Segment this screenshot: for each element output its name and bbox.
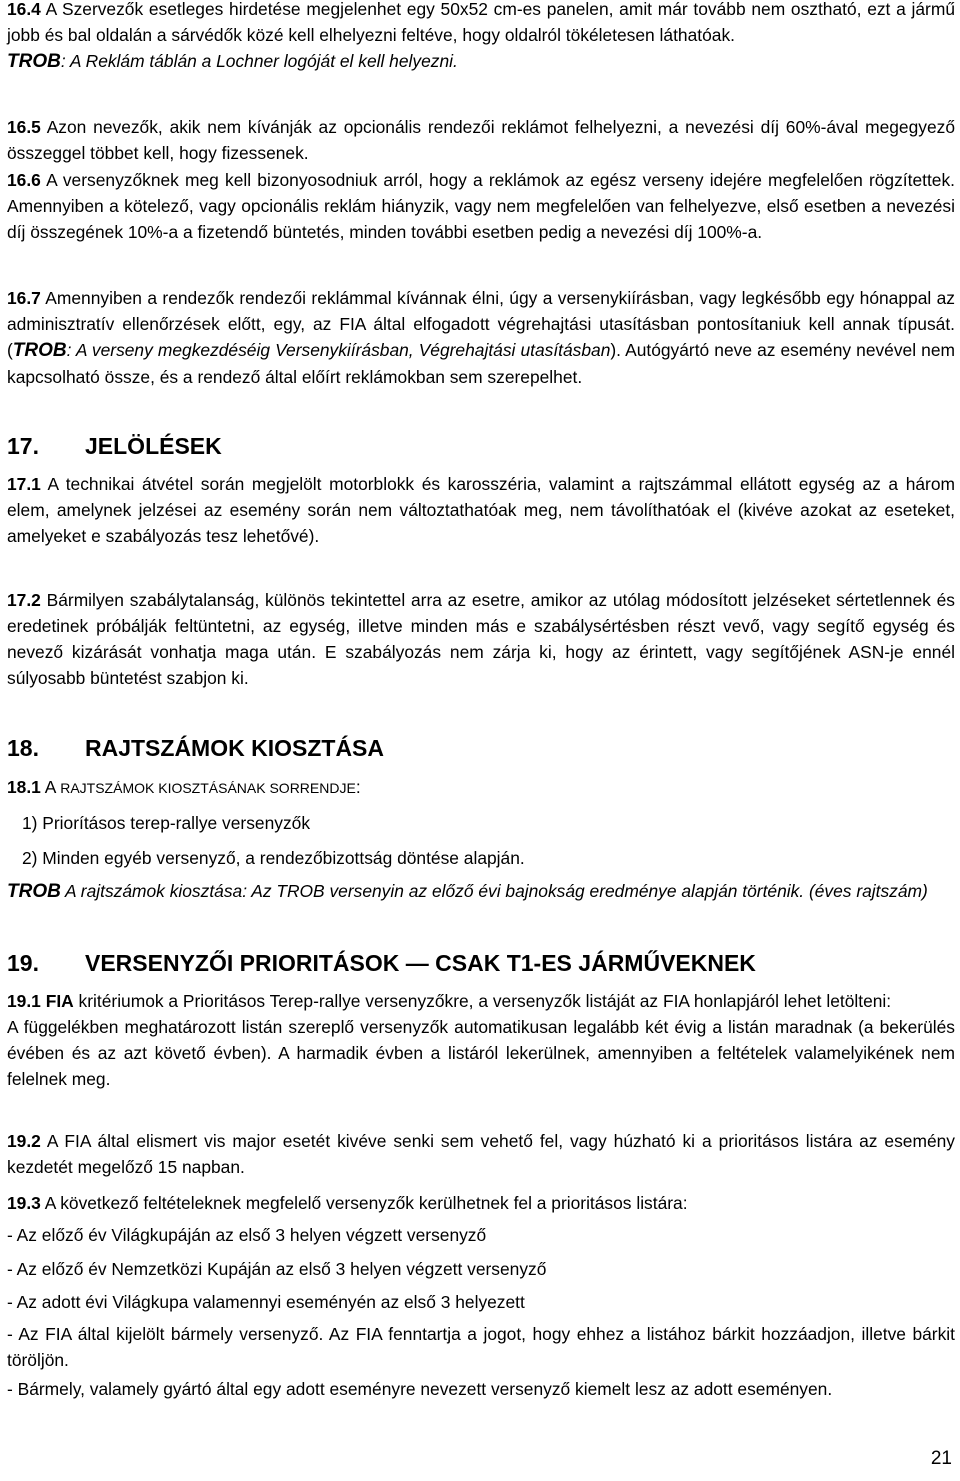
- trob-note: : A verseny megkezdéséig Versenykiírásban, Végrehajtási utasításban: [66, 340, 611, 360]
- trob-note: : A Reklám táblán a Lochner logóját el kell helyezni.: [60, 51, 458, 71]
- list-item-priority: [7, 810, 310, 836]
- section-17-1: [7, 471, 955, 549]
- section-number: 16.5: [7, 117, 41, 137]
- heading-title: RAJTSZÁMOK KIOSZTÁSA: [85, 735, 384, 761]
- list-item-text: - Az adott évi Világkupa valamennyi eseményén az első 3 helyezett: [7, 1292, 525, 1312]
- trob-label: TROB: [12, 340, 67, 361]
- list-item-text: 1) Priorításos terep-rallye versenyzők: [22, 813, 311, 833]
- section-number: 17.2: [7, 590, 41, 610]
- list-item-text: - Az FIA által kijelölt bármely versenyző. Az FIA fenntartja a jogot, hogy ehhez a listához bárkit hozzáadjon, illetve bárkit töröljön.: [7, 1324, 955, 1370]
- section-number: 16.7: [7, 288, 41, 308]
- fia-label: FIA: [40, 991, 74, 1011]
- paragraph-text: Azon nevezők, akik nem kívánják az opcionális rendezői reklámot felhelyezni, a nevezési díj 60%-ával megegyező összeggel többet kell, hogy fizessenek.: [7, 117, 955, 163]
- section-19-1: [7, 988, 955, 1092]
- list-item-text: - Bármely, valamely gyártó által egy adott eseményre nevezett versenyző kiemelt lesz az adott eseményen.: [7, 1379, 833, 1399]
- section-19-2: [7, 1128, 955, 1180]
- trob-label: TROB: [7, 881, 61, 902]
- section-title-smallcaps: RAJTSZÁMOK KIOSZTÁSÁNAK SORRENDJE: [60, 780, 356, 796]
- section-number: 19.3: [7, 1193, 41, 1213]
- paragraph-text: kritériumok a Prioritásos Terep-rallye versenyzőkre, a versenyzők listáját az FIA honlapjáról lehet letölteni:: [73, 991, 892, 1011]
- paragraph-text-2: A függelékben meghatározott listán szereplő versenyzők automatikusan legalább két évig a listán maradnak (a bekerülés évében és az azt követő évben). A harmadik évben a listáról lekerülnek, amennyiben a feltételek valamelyikének nem felelnek meg.: [7, 1017, 955, 1089]
- paragraph-text: A Szervezők esetleges hirdetése megjelenhet egy 50x52 cm-es panelen, amit már tovább nem osztható, ezt a jármű jobb és bal oldalán a sárvédők közé kell elhelyezni feltéve, hogy oldalról tökéletesen láthatóak.: [7, 0, 955, 45]
- section-16-7: [7, 285, 955, 390]
- paragraph-tail: ). Autógyártó neve az esemény nevével nem kapcsolható össze, és a rendező által előírt reklámokban sem szerepelhet.: [7, 340, 955, 387]
- paragraph-text: A következő feltételeknek megfelelő versenyzők kerülhetnek fel a prioritásos listára:: [40, 1193, 688, 1213]
- paragraph-text: Bármilyen szabálytalanság, különös tekintettel arra az esetre, amikor az utólag módosított jelzéseket sértetlennek és eredetinek próbálják feltüntetni, az egység, illetve minden más e szabálysértésben részt vevő, vagy segítő egység és nevező kizárását vonhatja maga után. E szabályozás nem zárja ki, hogy az érintett, vagy segítőjének ASN-je ennél súlyosabb büntetést szabjon ki.: [7, 590, 955, 688]
- paragraph-text: A FIA által elismert vis major esetét kivéve senki sem vehető fel, vagy húzható ki a prioritásos listára az esemény kezdetét megelőző 15 napban.: [7, 1131, 955, 1177]
- list-item-text: 2) Minden egyéb versenyző, a rendezőbizottság döntése alapján.: [22, 848, 525, 868]
- heading-number: 18.: [7, 735, 39, 761]
- section-number: 16.4: [7, 0, 41, 19]
- list-item-text: - Az előző év Nemzetközi Kupáján az első 3 helyen végzett versenyző: [7, 1259, 547, 1279]
- list-item: [7, 1376, 955, 1402]
- section-number: 19.2: [7, 1131, 41, 1151]
- trob-label: TROB: [7, 51, 61, 72]
- trob-note: A rajtszámok kiosztása: Az TROB versenyin az előző évi bajnokság eredménye alapján történik. (éves rajtszám): [60, 881, 928, 901]
- heading-number: 19.: [7, 950, 39, 976]
- list-item: [7, 1222, 955, 1248]
- section-number: 19.1: [7, 991, 41, 1011]
- section-18-1: [7, 774, 955, 801]
- page-number: 21: [930, 1448, 952, 1469]
- paragraph-text: Amennyiben a rendezők rendezői reklámmal kívánnak élni, úgy a versenykiírásban, vagy legkésőbb egy hónappal az adminisztratív ellenőrzések előtt, egy, az FIA által elfogadott végrehajtási utasításban pontosítaniuk kell annak típusát. (: [7, 288, 955, 360]
- list-item: [7, 1289, 955, 1315]
- section-17-2: [7, 587, 955, 691]
- section-16-4: [7, 0, 955, 75]
- section-number: 16.6: [7, 170, 41, 190]
- paragraph-text: A versenyzőknek meg kell bizonyosodniuk arról, hogy a reklámok az egész verseny idejére megfelelően rögzítettek. Amennyiben a kötelező, vagy opcionális reklám hiányzik, vagy nem megfelelően van felhelyezve, első esetben a nevezési díj összegének 10%-a a fizetendő büntetés, minden további esetben pedig a nevezési díj 100%-a.: [7, 170, 955, 242]
- heading-19: [7, 948, 756, 978]
- section-number: 17.1: [7, 474, 41, 494]
- section-16-6: [7, 167, 955, 245]
- heading-title: JELÖLÉSEK: [85, 433, 222, 459]
- paragraph-text: A technikai átvétel során megjelölt motorblokk és karosszéria, valamint a rajtszámmal ellátott egység az a három elem, amelynek jelzései az esemény során nem változtathatóak meg, nem távolíthatóak el (kivéve azokat az eseteket, amelyeket e szabályozás tesz lehetővé).: [7, 474, 955, 546]
- section-title-colon: :: [355, 777, 361, 797]
- section-19-3: [7, 1190, 955, 1216]
- list-item-text: - Az előző év Világkupáján az első 3 helyen végzett versenyző: [7, 1225, 487, 1245]
- section-title-start: A: [44, 777, 61, 797]
- list-item: [7, 1321, 955, 1373]
- list-item-others: [7, 845, 525, 871]
- heading-number: 17.: [7, 433, 39, 459]
- trob-rajtszam-note: [7, 878, 955, 905]
- heading-title: VERSENYZŐI PRIORITÁSOK — CSAK T1-ES JÁRMŰVEKNEK: [85, 950, 756, 976]
- section-number: 18.1: [7, 777, 41, 797]
- section-16-5: [7, 114, 955, 166]
- heading-18: [7, 733, 384, 763]
- list-item: [7, 1256, 955, 1282]
- heading-17: [7, 431, 222, 461]
